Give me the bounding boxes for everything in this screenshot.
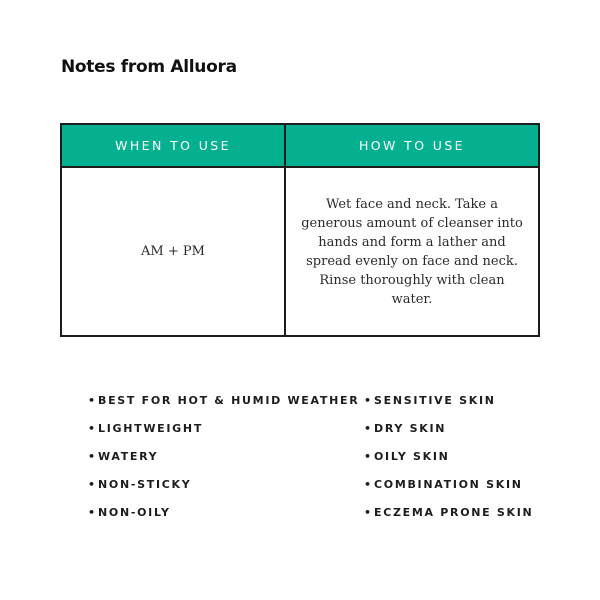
attribute-lists <box>88 386 548 526</box>
cell-how-to-use: Wet face and neck. Take a generous amount of cleanser into hands and form a lather and spread evenly on face and neck. Rinse thoroughly with clean water. <box>301 196 523 307</box>
cell-when-to-use: AM + PM <box>62 168 286 335</box>
page-title: Notes from Alluora <box>61 57 237 77</box>
bullet-icon: • <box>88 477 97 491</box>
bullet-icon: • <box>364 477 373 491</box>
list-item: • BEST FOR HOT & HUMID WEATHER <box>88 393 360 407</box>
list-item: • LIGHTWEIGHT <box>88 421 204 435</box>
bullet-icon: • <box>364 421 373 435</box>
header-when-to-use: WHEN TO USE <box>62 125 286 168</box>
list-item: • OILY SKIN <box>364 449 450 463</box>
list-item: • SENSITIVE SKIN <box>364 393 496 407</box>
list-item: • NON-STICKY <box>88 477 192 491</box>
list-item: • COMBINATION SKIN <box>364 477 523 491</box>
list-item: • WATERY <box>88 449 159 463</box>
bullet-icon: • <box>88 393 97 407</box>
bullet-icon: • <box>88 505 97 519</box>
list-item: • ECZEMA PRONE SKIN <box>364 505 534 519</box>
features-list <box>88 386 364 526</box>
list-item: • NON-OILY <box>88 505 171 519</box>
header-how-to-use: HOW TO USE <box>286 125 538 168</box>
bullet-icon: • <box>364 505 373 519</box>
usage-table <box>60 123 540 337</box>
list-item: • DRY SKIN <box>364 421 447 435</box>
bullet-icon: • <box>364 393 373 407</box>
bullet-icon: • <box>88 449 97 463</box>
bullet-icon: • <box>88 421 97 435</box>
bullet-icon: • <box>364 449 373 463</box>
skin-types-list <box>364 386 533 526</box>
